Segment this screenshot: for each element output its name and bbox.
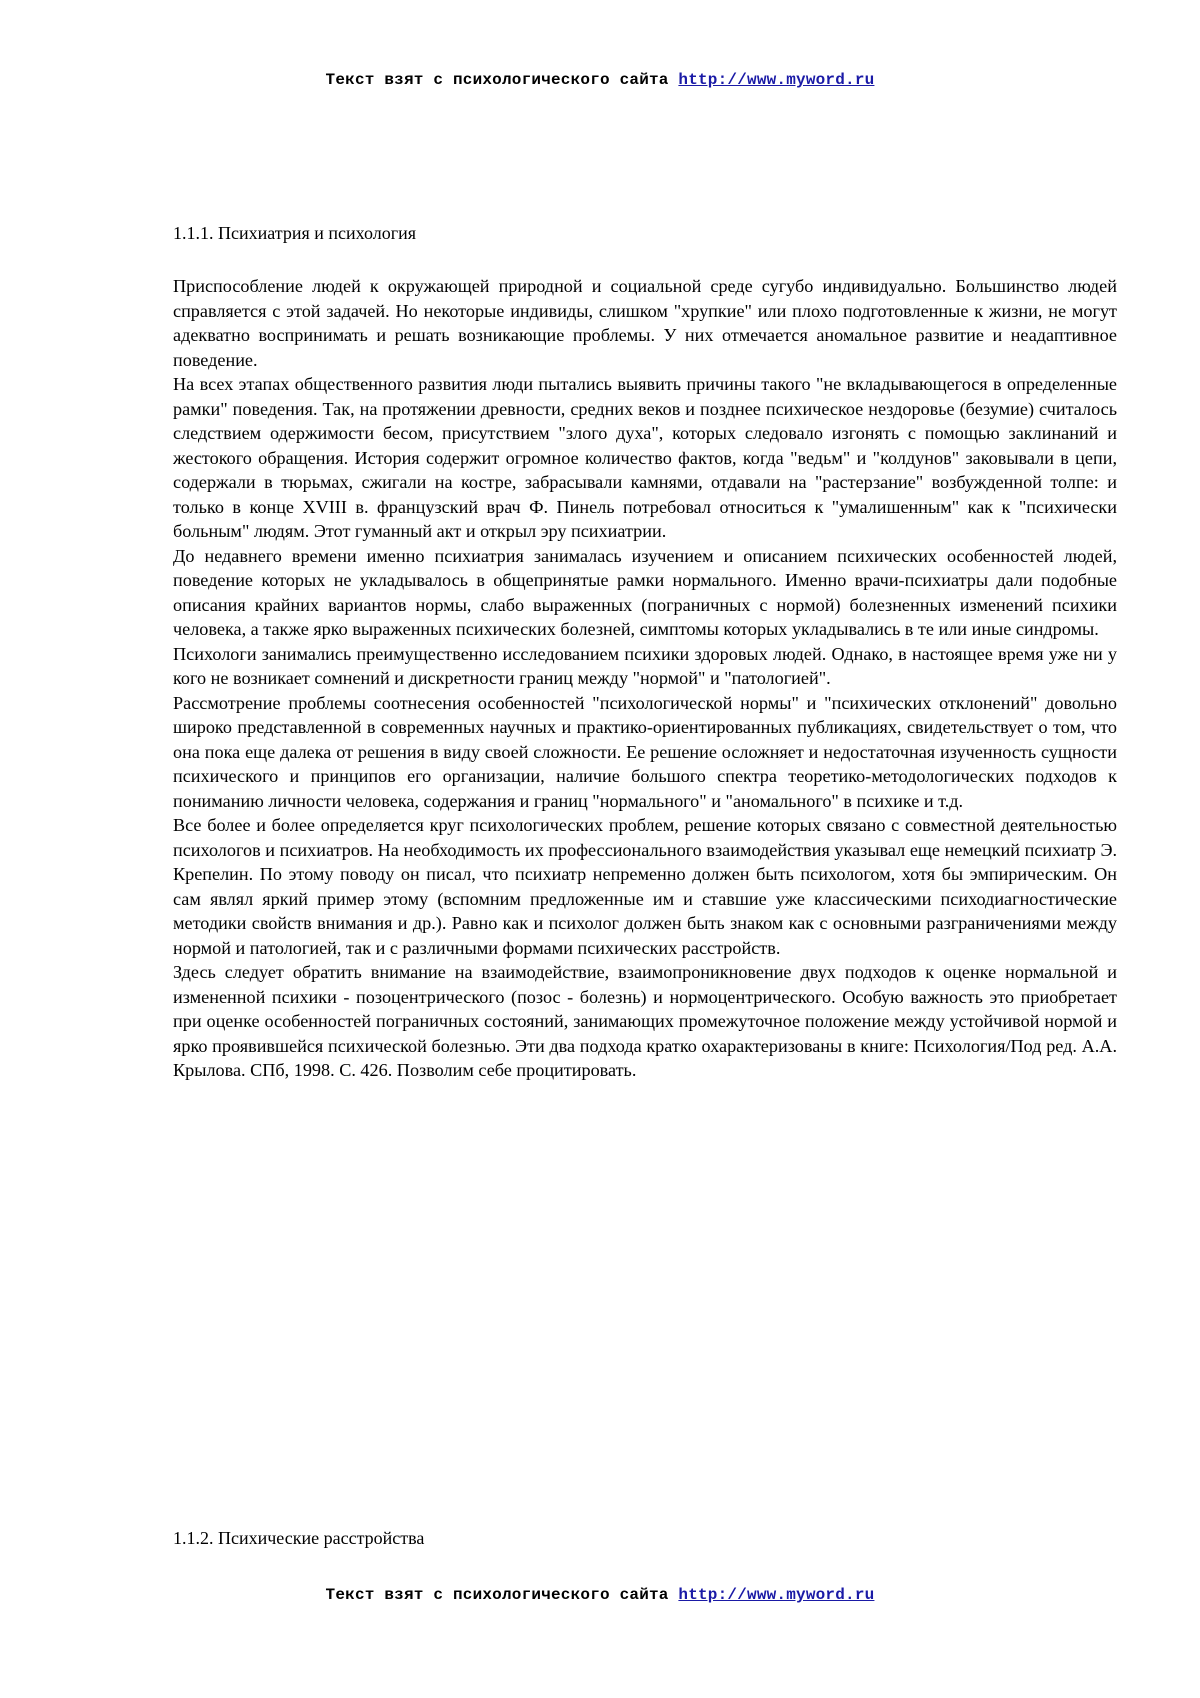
running-footer-link[interactable]: http://www.myword.ru [678,1586,874,1604]
section-heading-psychiatry-and-psychology: 1.1.1. Психиатрия и психология [173,223,416,244]
paragraph-2: На всех этапах общественного развития люди пытались выявить причины такого "не вкладывающегося в определенные рамки" поведения. Так, на протяжении древности, средних веков и позднее психическое нездоровье (безумие) считалось следствием одержимости бесом, присутствием "злого духа", которых следовало изгонять с помощью заклинаний и жестокого обращения. История содержит огромное количество фактов, когда "ведьм" и "колдунов" заковывали в цепи, содержали в тюрьмах, сжигали на костре, забрасывали камнями, отдавали на "растерзание" возбужденной толпе: и только в конце XVIII в. французский врач Ф. Пинель потребовал относиться к "умалишенным" как к "психически больным" людям. Этот гуманный акт и открыл эру психиатрии. [173,372,1117,544]
paragraph-3: До недавнего времени именно психиатрия занималась изучением и описанием психических особенностей людей, поведение которых не укладывалось в общепринятые рамки нормального. Именно врачи-психиатры дали подобные описания крайних вариантов нормы, слабо выраженных (пограничных с нормой) болезненных изменений психики человека, а также ярко выраженных психических болезней, симптомы которых укладывались в те или иные синдромы. [173,544,1117,642]
running-footer [0,1586,1200,1604]
paragraph-7: Здесь следует обратить внимание на взаимодействие, взаимопроникновение двух подходов к оценке нормальной и измененной психики - позоцентрического (позос - болезнь) и нормоцентрического. Особую важность это приобретает при оценке особенностей пограничных состояний, занимающих промежуточное положение между устойчивой нормой и ярко проявившейся психической болезнью. Эти два подхода кратко охарактеризованы в книге: Психология/Под ред. А.А. Крылова. СПб, 1998. С. 426. Позволим себе процитировать. [173,960,1117,1083]
running-header-link[interactable]: http://www.myword.ru [678,71,874,89]
document-page [0,0,1200,1698]
running-header [0,71,1200,89]
running-footer-text: Текст взят с психологического сайта [326,1586,679,1604]
section-body [173,274,1117,1083]
section-heading-mental-disorders: 1.1.2. Психические расстройства [173,1528,424,1549]
paragraph-1: Приспособление людей к окружающей природной и социальной среде сугубо индивидуально. Большинство людей справляется с этой задачей. Но некоторые индивиды, слишком "хрупкие" или плохо подготовленные к жизни, не могут адекватно воспринимать и решать возникающие проблемы. У них отмечается аномальное развитие и неадаптивное поведение. [173,274,1117,372]
paragraph-4: Психологи занимались преимущественно исследованием психики здоровых людей. Однако, в настоящее время уже ни у кого не возникает сомнений и дискретности границ между "нормой" и "патологией". [173,642,1117,691]
paragraph-6: Все более и более определяется круг психологических проблем, решение которых связано с совместной деятельностью психологов и психиатров. На необходимость их профессионального взаимодействия указывал еще немецкий психиатр Э. Крепелин. По этому поводу он писал, что психиатр непременно должен быть психологом, хотя бы эмпирическим. Он сам являл яркий пример этому (вспомним предложенные им и ставшие уже классическими психодиагностические методики свойств внимания и др.). Равно как и психолог должен быть знаком как с основными разграничениями между нормой и патологией, так и с различными формами психических расстройств. [173,813,1117,960]
paragraph-5: Рассмотрение проблемы соотнесения особенностей "психологической нормы" и "психических отклонений" довольно широко представленной в современных научных и практико-ориентированных публикациях, свидетельствует о том, что она пока еще далека от решения в виду своей сложности. Ее решение осложняет и недостаточная изученность сущности психического и принципов его организации, наличие большого спектра теоретико-методологических подходов к пониманию личности человека, содержания и границ "нормального" и "аномального" в психике и т.д. [173,691,1117,814]
running-header-text: Текст взят с психологического сайта [326,71,679,89]
